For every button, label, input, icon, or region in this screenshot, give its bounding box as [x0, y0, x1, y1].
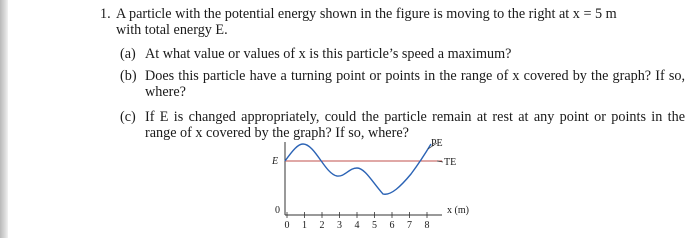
- part-a-label: (a): [120, 46, 136, 62]
- origin-label: 0: [275, 205, 280, 216]
- part-b-text: Does this particle have a turning point or points in the range of x covered by the graph? If so, where?: [145, 68, 685, 100]
- potential-energy-curve: [285, 144, 431, 194]
- potential-energy-graph: [265, 138, 475, 234]
- x-tick-label-0: 0: [284, 220, 290, 231]
- x-tick-label-5: 5: [372, 220, 377, 231]
- x-tick-label-1: 1: [302, 220, 307, 231]
- x-tick-label-6: 6: [389, 220, 395, 231]
- energy-line-label: TE: [444, 157, 457, 168]
- problem-intro-line-2: with total energy E.: [116, 22, 228, 38]
- x-axis-tick-labels: [285, 220, 430, 231]
- part-c-label: (c): [120, 109, 136, 125]
- x-tick-label-7: 7: [407, 220, 412, 231]
- x-tick-label-4: 4: [354, 220, 360, 231]
- energy-label: E: [272, 156, 279, 167]
- x-tick-label-2: 2: [319, 220, 325, 231]
- part-a-text: At what value or values of x is this particle’s speed a maximum?: [145, 46, 512, 62]
- problem-number: 1.: [100, 6, 111, 22]
- potential-energy-figure: [265, 138, 475, 234]
- x-tick-label-8: 8: [424, 220, 430, 231]
- part-c-text: If E is changed appropriately, could the particle remain at rest at any point or points in the range of x covered by the graph? If so, where?: [145, 109, 685, 141]
- x-axis-label: x (m): [447, 205, 469, 216]
- left-edge-bar: [0, 0, 8, 238]
- te-leader-line: [437, 161, 443, 162]
- part-b-label: (b): [120, 68, 137, 84]
- problem-intro-line-1: A particle with the potential energy shown in the figure is moving to the right at x = 5 m: [116, 6, 617, 22]
- x-tick-label-3: 3: [337, 220, 342, 231]
- curve-label: PE: [431, 138, 443, 149]
